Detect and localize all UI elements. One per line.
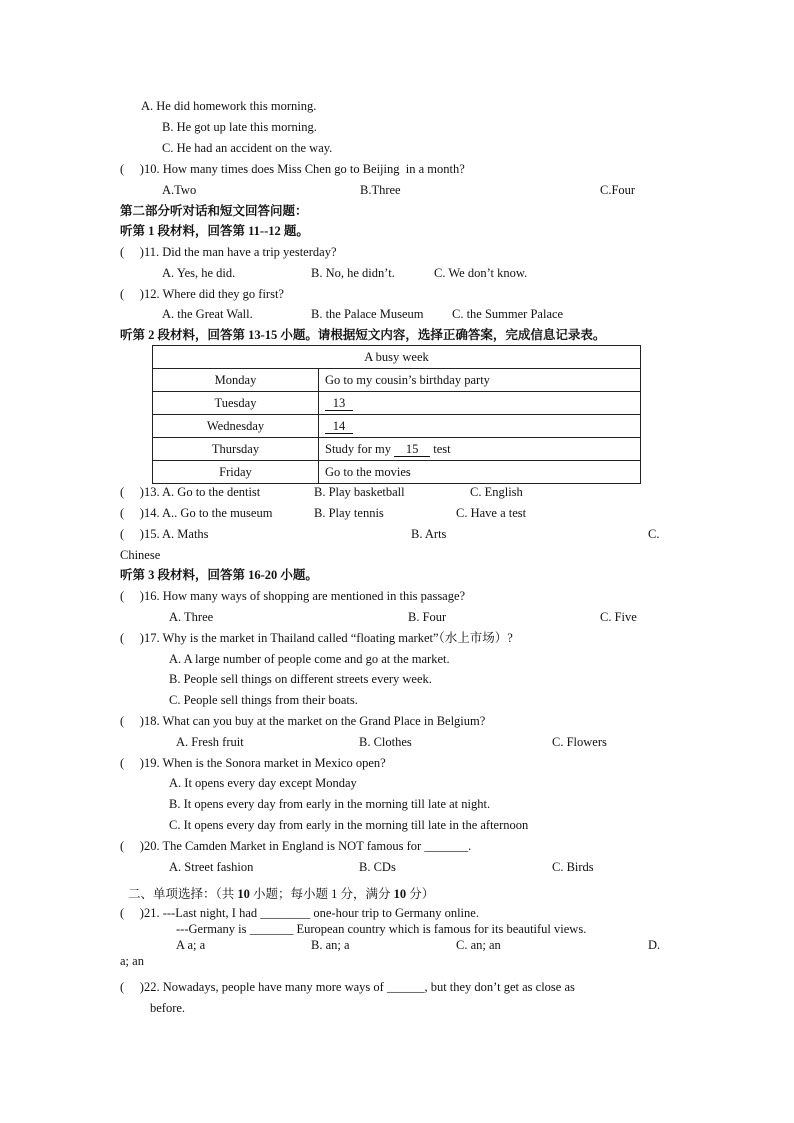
q13-option-c: C. English <box>470 485 523 499</box>
q11-number: ( )11. <box>120 245 160 259</box>
heading-text: 分） <box>406 887 435 901</box>
table-day: Thursday <box>153 438 319 461</box>
q21-option-d: D. <box>648 938 661 952</box>
q11-option-c: C. We don’t know. <box>434 266 528 280</box>
q21-option-a: A a; a <box>176 938 206 952</box>
q9-option-c: C. He had an accident on the way. <box>162 141 333 155</box>
q21-option-d-wrap: a; an <box>120 954 144 968</box>
q19-option-a: A. It opens every day except Monday <box>169 776 357 790</box>
busy-week-table <box>152 345 641 484</box>
section2-heading: 听第 2 段材料，回答第 13-15 小题。请根据短文内容，选择正确答案，完成信息记录表。 <box>120 328 606 342</box>
q18-question: What can you buy at the market on the Grand Place in Belgium? <box>162 714 486 728</box>
q17-option-b: B. People sell things on different streets every week. <box>169 672 432 686</box>
table-caption-row <box>153 346 641 369</box>
section1-heading: 听第 1 段材料，回答第 11--12 题。 <box>120 224 309 238</box>
table-plan <box>319 392 641 415</box>
q10-question: How many times does Miss Chen go to Beijing in a month? <box>162 162 465 176</box>
q16-option-c: C. Five <box>600 610 637 624</box>
table-plan <box>319 415 641 438</box>
q16-stem <box>120 588 465 604</box>
q19-stem <box>120 755 386 771</box>
q18-number: ( )18. <box>120 714 160 728</box>
q18-stem <box>120 713 485 729</box>
table-plan-suffix: test <box>430 442 451 456</box>
q19-option-c: C. It opens every day from early in the morning till late in the afternoon <box>169 818 529 832</box>
table-row <box>153 392 641 415</box>
q13-stem <box>120 484 260 500</box>
q10-option-b: B.Three <box>360 183 401 197</box>
q10-option-c: C.Four <box>600 183 636 197</box>
heading-text: 二、单项选择：（共 <box>128 887 238 901</box>
q18-option-b: B. Clothes <box>359 735 412 749</box>
q14-option-b: B. Play tennis <box>314 506 384 520</box>
q20-option-c: C. Birds <box>552 860 594 874</box>
answer-blank-14: 14 <box>325 420 353 434</box>
q22-number: ( )22. <box>120 980 160 994</box>
part2-heading: 第二部分听对话和短文回答问题： <box>120 204 308 218</box>
q11-question: Did the man have a trip yesterday? <box>162 245 337 259</box>
heading-total: 10 <box>393 887 407 901</box>
q12-number: ( )12. <box>120 287 160 301</box>
table-plan-prefix: Study for my <box>325 442 395 456</box>
q17-number: ( )17. <box>120 631 160 645</box>
heading-count: 10 <box>237 887 250 901</box>
q19-option-b: B. It opens every day from early in the morning till late at night. <box>169 797 491 811</box>
q15-stem <box>120 526 209 542</box>
q10-stem <box>120 161 465 177</box>
q13-option-b: B. Play basketball <box>314 485 405 499</box>
q21-line2: ---Germany is _______ European country which is famous for its beautiful views. <box>176 922 587 936</box>
q21-option-c: C. an; an <box>456 938 501 952</box>
q13-option-a: A. Go to the dentist <box>162 485 261 499</box>
table-plan: Go to my cousin’s birthday party <box>319 369 641 392</box>
q14-option-a: A.. Go to the museum <box>162 506 273 520</box>
q22-stem <box>120 979 575 995</box>
q20-option-a: A. Street fashion <box>169 860 254 874</box>
heading-text: 小题；每小题 1 分，满分 <box>249 887 394 901</box>
q12-stem <box>120 286 284 302</box>
q18-option-c: C. Flowers <box>552 735 607 749</box>
q10-option-a: A.Two <box>162 183 197 197</box>
q13-number: ( )13. <box>120 485 160 499</box>
q22-line2: before. <box>150 1001 186 1015</box>
q15-option-c: C. <box>648 527 660 541</box>
q11-option-a: A. Yes, he did. <box>162 266 236 280</box>
q20-question: The Camden Market in England is NOT famous for _______. <box>162 839 472 853</box>
q14-stem <box>120 505 272 521</box>
table-row <box>153 438 641 461</box>
q21-line1: ---Last night, I had ________ one-hour trip to Germany online. <box>162 906 479 920</box>
q10-number: ( )10. <box>120 162 160 176</box>
q12-option-b: B. the Palace Museum <box>311 307 424 321</box>
single-choice-heading <box>128 886 434 902</box>
q17-stem <box>120 630 513 646</box>
table-day: Tuesday <box>153 392 319 415</box>
q21-option-b: B. an; a <box>311 938 350 952</box>
q16-option-b: B. Four <box>408 610 447 624</box>
q18-option-a: A. Fresh fruit <box>176 735 244 749</box>
table-plan: Go to the movies <box>319 461 641 484</box>
q12-question: Where did they go first? <box>162 287 284 301</box>
q9-option-b: B. He got up late this morning. <box>162 120 317 134</box>
q15-number: ( )15. <box>120 527 160 541</box>
table-day: Wednesday <box>153 415 319 438</box>
q15-option-c-wrap: Chinese <box>120 548 161 562</box>
table-caption: A busy week <box>153 346 641 369</box>
q14-option-c: C. Have a test <box>456 506 527 520</box>
q20-option-b: B. CDs <box>359 860 396 874</box>
q21-stem <box>120 905 479 921</box>
table-day: Monday <box>153 369 319 392</box>
q12-option-a: A. the Great Wall. <box>162 307 253 321</box>
q22-line1: Nowadays, people have many more ways of ______, but they don’t get as close as <box>162 980 575 994</box>
q17-option-c: C. People sell things from their boats. <box>169 693 358 707</box>
q11-option-b: B. No, he didn’t. <box>311 266 395 280</box>
table-day: Friday <box>153 461 319 484</box>
section3-heading: 听第 3 段材料，回答第 16-20 小题。 <box>120 568 318 582</box>
q15-option-b: B. Arts <box>411 527 447 541</box>
q14-number: ( )14. <box>120 506 160 520</box>
q12-option-c: C. the Summer Palace <box>452 307 564 321</box>
q21-number: ( )21. <box>120 906 160 920</box>
q20-stem <box>120 838 471 854</box>
table-plan <box>319 438 641 461</box>
q11-stem <box>120 244 337 260</box>
q19-number: ( )19. <box>120 756 160 770</box>
table-row <box>153 415 641 438</box>
q15-option-a: A. Maths <box>162 527 209 541</box>
answer-blank-13: 13 <box>325 397 353 411</box>
q17-question: Why is the market in Thailand called “floating market”（水上市场）? <box>162 631 513 645</box>
answer-blank-15: 15 <box>394 443 430 457</box>
q19-question: When is the Sonora market in Mexico open? <box>162 756 386 770</box>
q16-number: ( )16. <box>120 589 160 603</box>
q16-question: How many ways of shopping are mentioned in this passage? <box>162 589 466 603</box>
table-row <box>153 369 641 392</box>
table-row <box>153 461 641 484</box>
q9-option-a: A. He did homework this morning. <box>141 99 317 113</box>
q17-option-a: A. A large number of people come and go at the market. <box>169 652 450 666</box>
q20-number: ( )20. <box>120 839 160 853</box>
q16-option-a: A. Three <box>169 610 214 624</box>
